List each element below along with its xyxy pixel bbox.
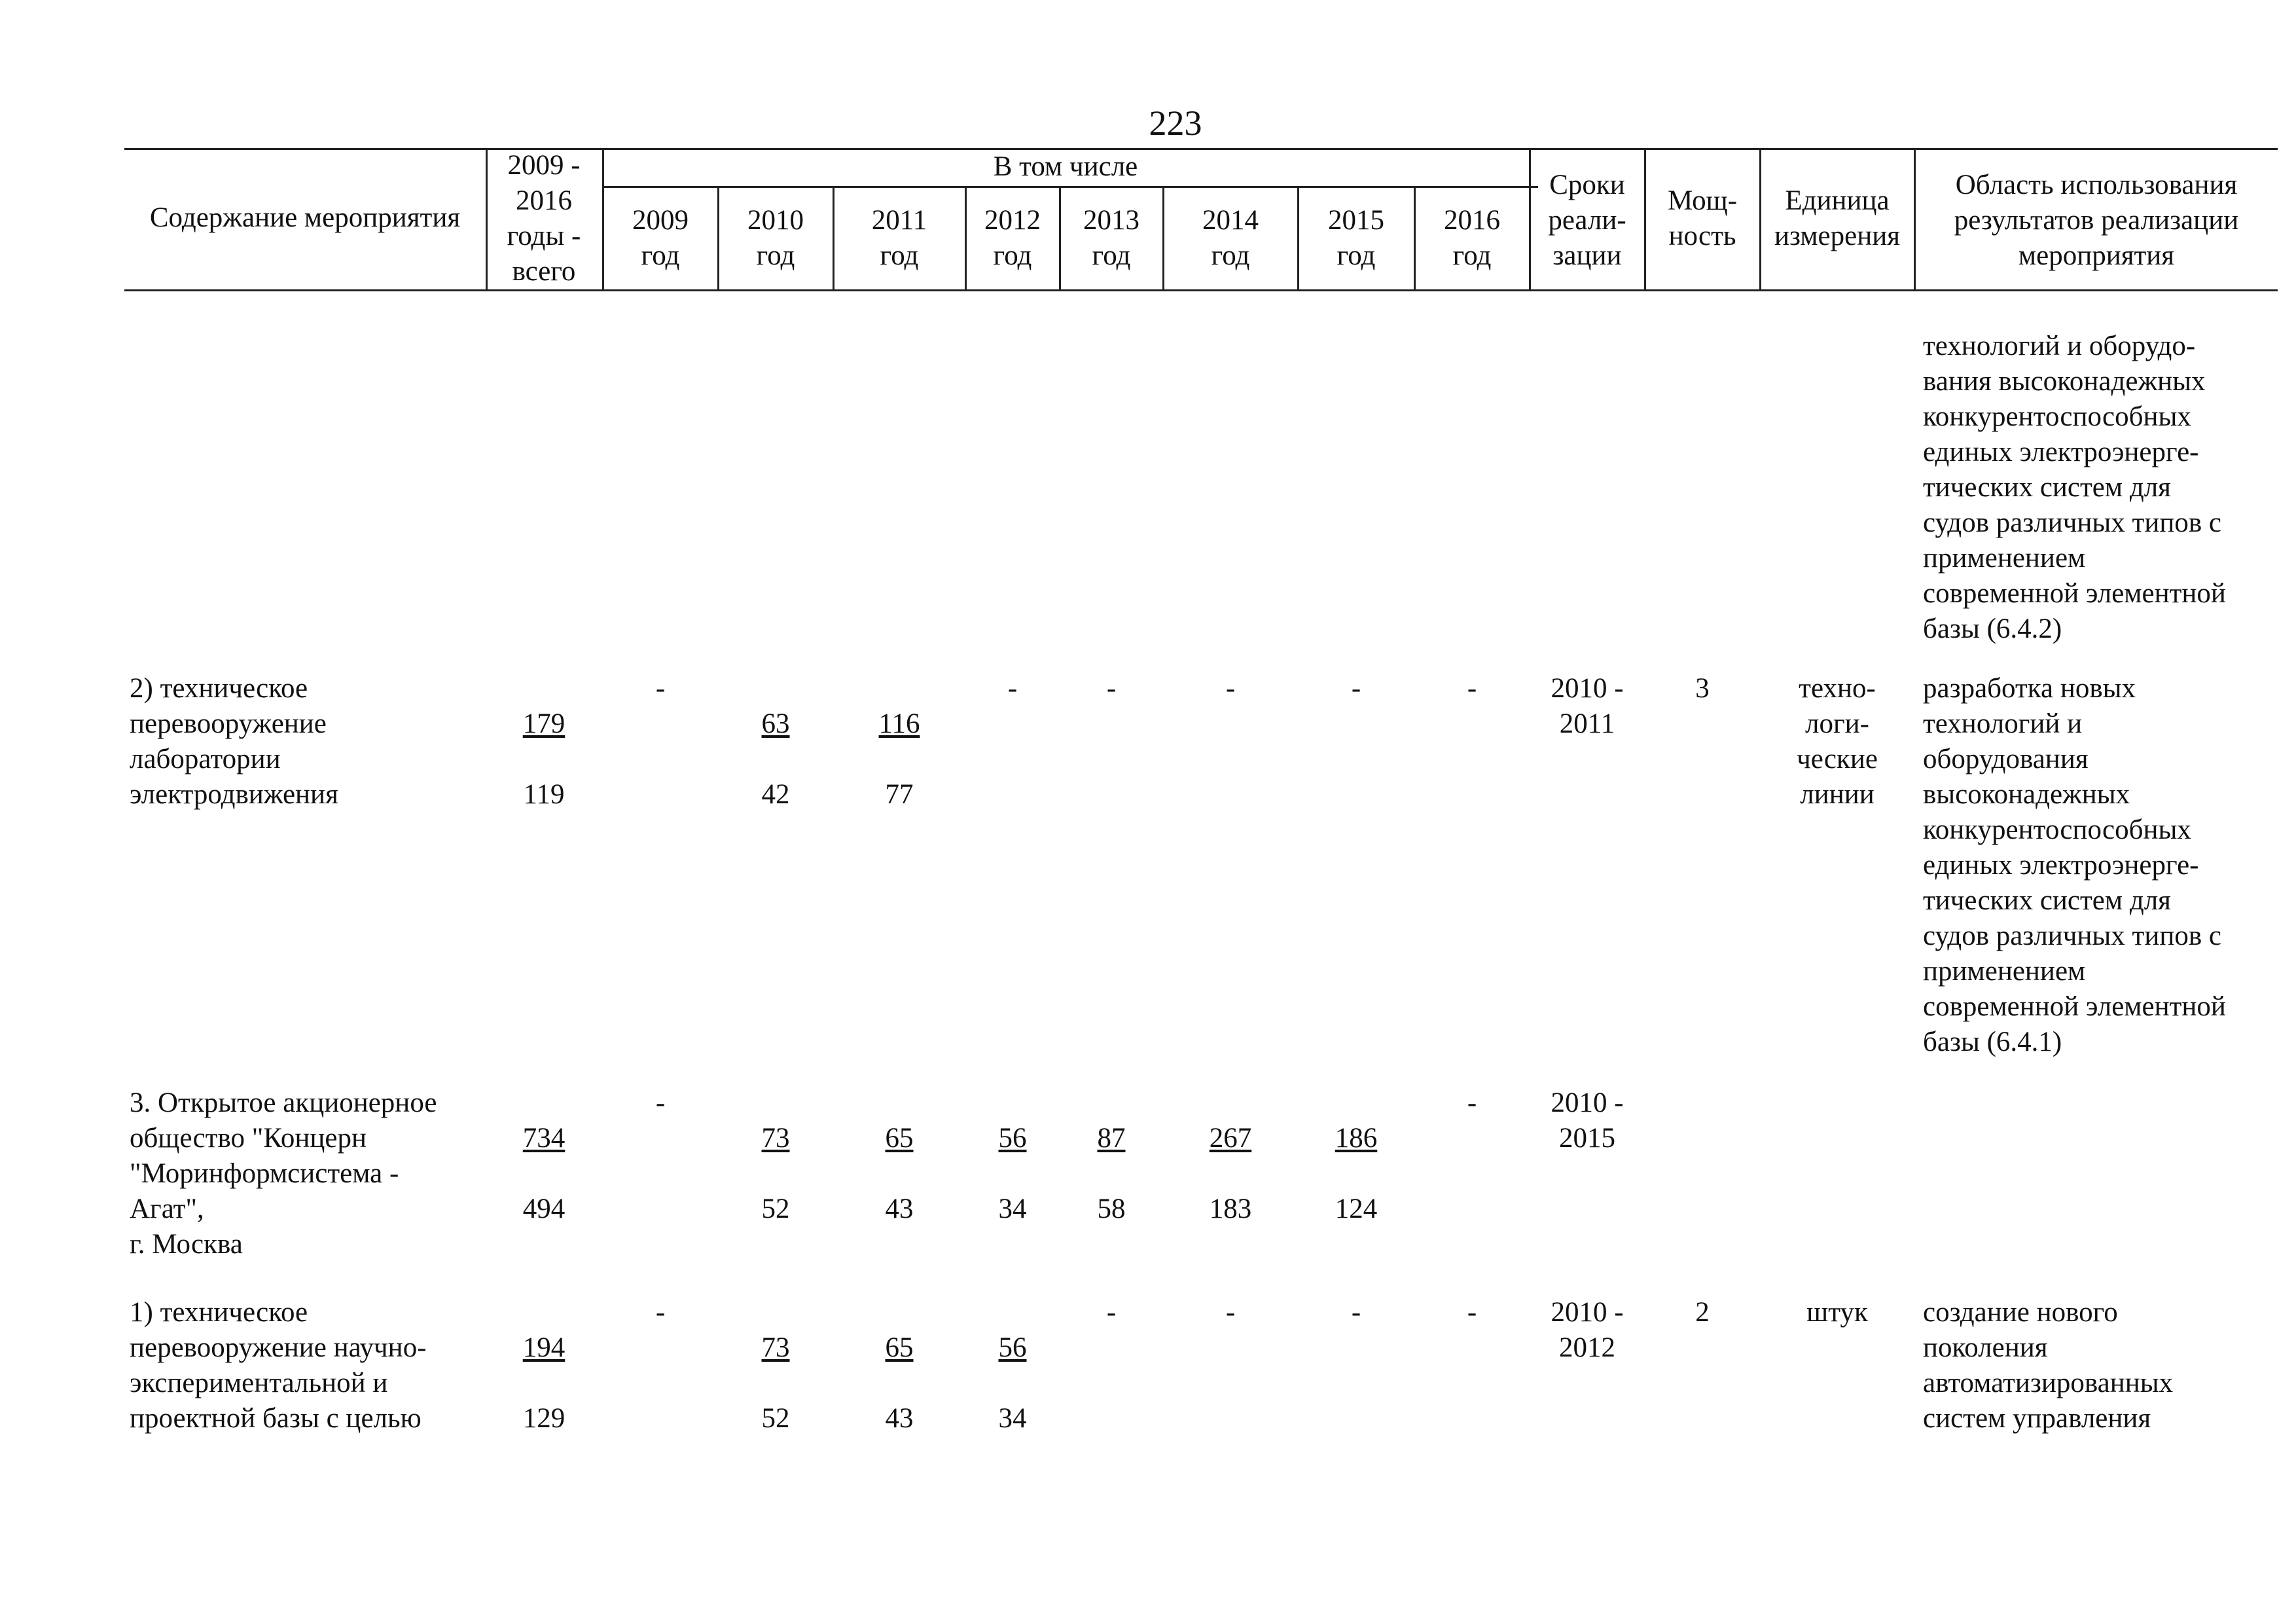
row2-y2016: - [1467,1087,1477,1118]
row3-y2010-top: 73 [761,1332,790,1363]
row2-y2010-top: 73 [761,1123,790,1154]
row1-y2011-bottom: 77 [885,779,914,810]
row1-unit: техно- логи- ческие линии [1797,673,1878,810]
row2-y2012-top: 56 [998,1123,1027,1154]
row3-y2015: - [1351,1297,1361,1328]
header-area: Область использования результатов реализации мероприятия [1954,170,2239,271]
header-year-2014: 2014 год [1202,205,1259,271]
row2-y2014 [1164,1085,1297,1262]
including-divider [602,186,1538,188]
row1-period: 2010 - 2011 [1551,673,1624,739]
row2-y2011 [834,1085,965,1262]
header-year-2010: 2010 год [747,205,804,271]
row3-y2011-top: 65 [885,1332,914,1363]
row1-capacity: 3 [1695,673,1710,704]
row3-y2016: - [1467,1297,1477,1328]
row1-total [487,671,601,848]
header-unit: Единица измерения [1774,185,1901,251]
row3-y2012-top: 56 [998,1332,1027,1363]
row3-y2011 [834,1295,965,1472]
header-capacity: Мощ- ность [1667,185,1738,251]
row3-y2009: - [655,1297,666,1328]
header-total: 2009 - 2016 годы - всего [507,150,581,287]
row3-capacity: 2 [1695,1297,1710,1328]
header-year-2016: 2016 год [1444,205,1500,271]
row1-y2013: - [1106,673,1117,704]
row1-area: разработка новых технологий и оборудования высоконадежных конкурентоспособных единых электроэнерге- тических систем для судов различных типов с применением современной элементной базы (6.4.1) [1923,673,2226,1057]
row1-y2010-bottom: 42 [761,779,790,810]
header-bottom-border [124,289,2278,291]
header-year-2011: 2011 год [871,205,927,271]
row2-y2010-bottom: 52 [761,1194,790,1224]
row3-area: создание нового поколения автоматизированных систем управления [1923,1297,2174,1434]
row3-y2013: - [1106,1297,1117,1328]
row2-total-bottom: 494 [522,1194,565,1224]
row2-y2015-top: 186 [1335,1123,1378,1154]
row2-y2013-bottom: 58 [1097,1194,1126,1224]
header-year-2012: 2012 год [984,205,1041,271]
row1-content: 2) техническое перевооружение лаборатории электродвижения [130,673,338,810]
row2-total [487,1085,601,1262]
row1-total-top: 179 [522,708,565,739]
row3-total-bottom: 129 [522,1403,565,1434]
row3-y2014: - [1225,1297,1236,1328]
row2-y2014-bottom: 183 [1209,1194,1252,1224]
row3-total [487,1295,601,1472]
row3-y2012-bottom: 34 [998,1403,1027,1434]
header-year-2009: 2009 год [632,205,689,271]
row2-y2015-bottom: 124 [1335,1194,1378,1224]
row2-content: 3. Открытое акционерное общество "Концерн "Моринформсистема - Агат", г. Москва [130,1087,437,1260]
row3-y2010 [719,1295,833,1472]
row1-y2014: - [1225,673,1236,704]
row2-y2011-bottom: 43 [885,1194,914,1224]
header-content: Содержание мероприятия [149,202,461,233]
row1-y2011-top: 116 [878,708,920,739]
row2-period: 2010 - 2015 [1551,1087,1624,1154]
row2-y2011-top: 65 [885,1123,914,1154]
row1-y2012: - [1007,673,1018,704]
row3-y2011-bottom: 43 [885,1403,914,1434]
row0-area: технологий и оборудо- вания высоконадежных конкурентоспособных единых электроэнерге- тических систем для судов различных типов с применением современной элементной базы (6.4.2) [1923,331,2226,644]
row1-y2011 [834,671,965,848]
header-including: В том числе [993,151,1138,182]
row1-y2009: - [655,673,666,704]
row1-y2016: - [1467,673,1477,704]
header-year-2013: 2013 год [1083,205,1139,271]
row3-period: 2010 - 2012 [1551,1297,1624,1363]
row2-y2009: - [655,1087,666,1118]
row3-y2010-bottom: 52 [761,1403,790,1434]
row2-y2014-top: 267 [1209,1123,1252,1154]
row2-y2013 [1060,1085,1162,1262]
row1-total-bottom: 119 [523,779,565,810]
row3-total-top: 194 [522,1332,565,1363]
row3-unit: штук [1806,1297,1868,1328]
header-year-2015: 2015 год [1328,205,1384,271]
row3-y2012 [966,1295,1059,1472]
row2-y2010 [719,1085,833,1262]
row2-y2012-bottom: 34 [998,1194,1027,1224]
row1-y2010-top: 63 [761,708,790,739]
row2-y2013-top: 87 [1097,1123,1126,1154]
row2-total-top: 734 [522,1123,565,1154]
row1-y2010 [719,671,833,848]
page-number: 223 [1149,103,1202,143]
header-period: Сроки реали- зации [1548,170,1626,271]
row3-content: 1) техническое перевооружение научно- экспериментальной и проектной базы с целью [130,1297,427,1434]
row2-y2015 [1299,1085,1414,1262]
row2-y2012 [966,1085,1059,1262]
row1-y2015: - [1351,673,1361,704]
